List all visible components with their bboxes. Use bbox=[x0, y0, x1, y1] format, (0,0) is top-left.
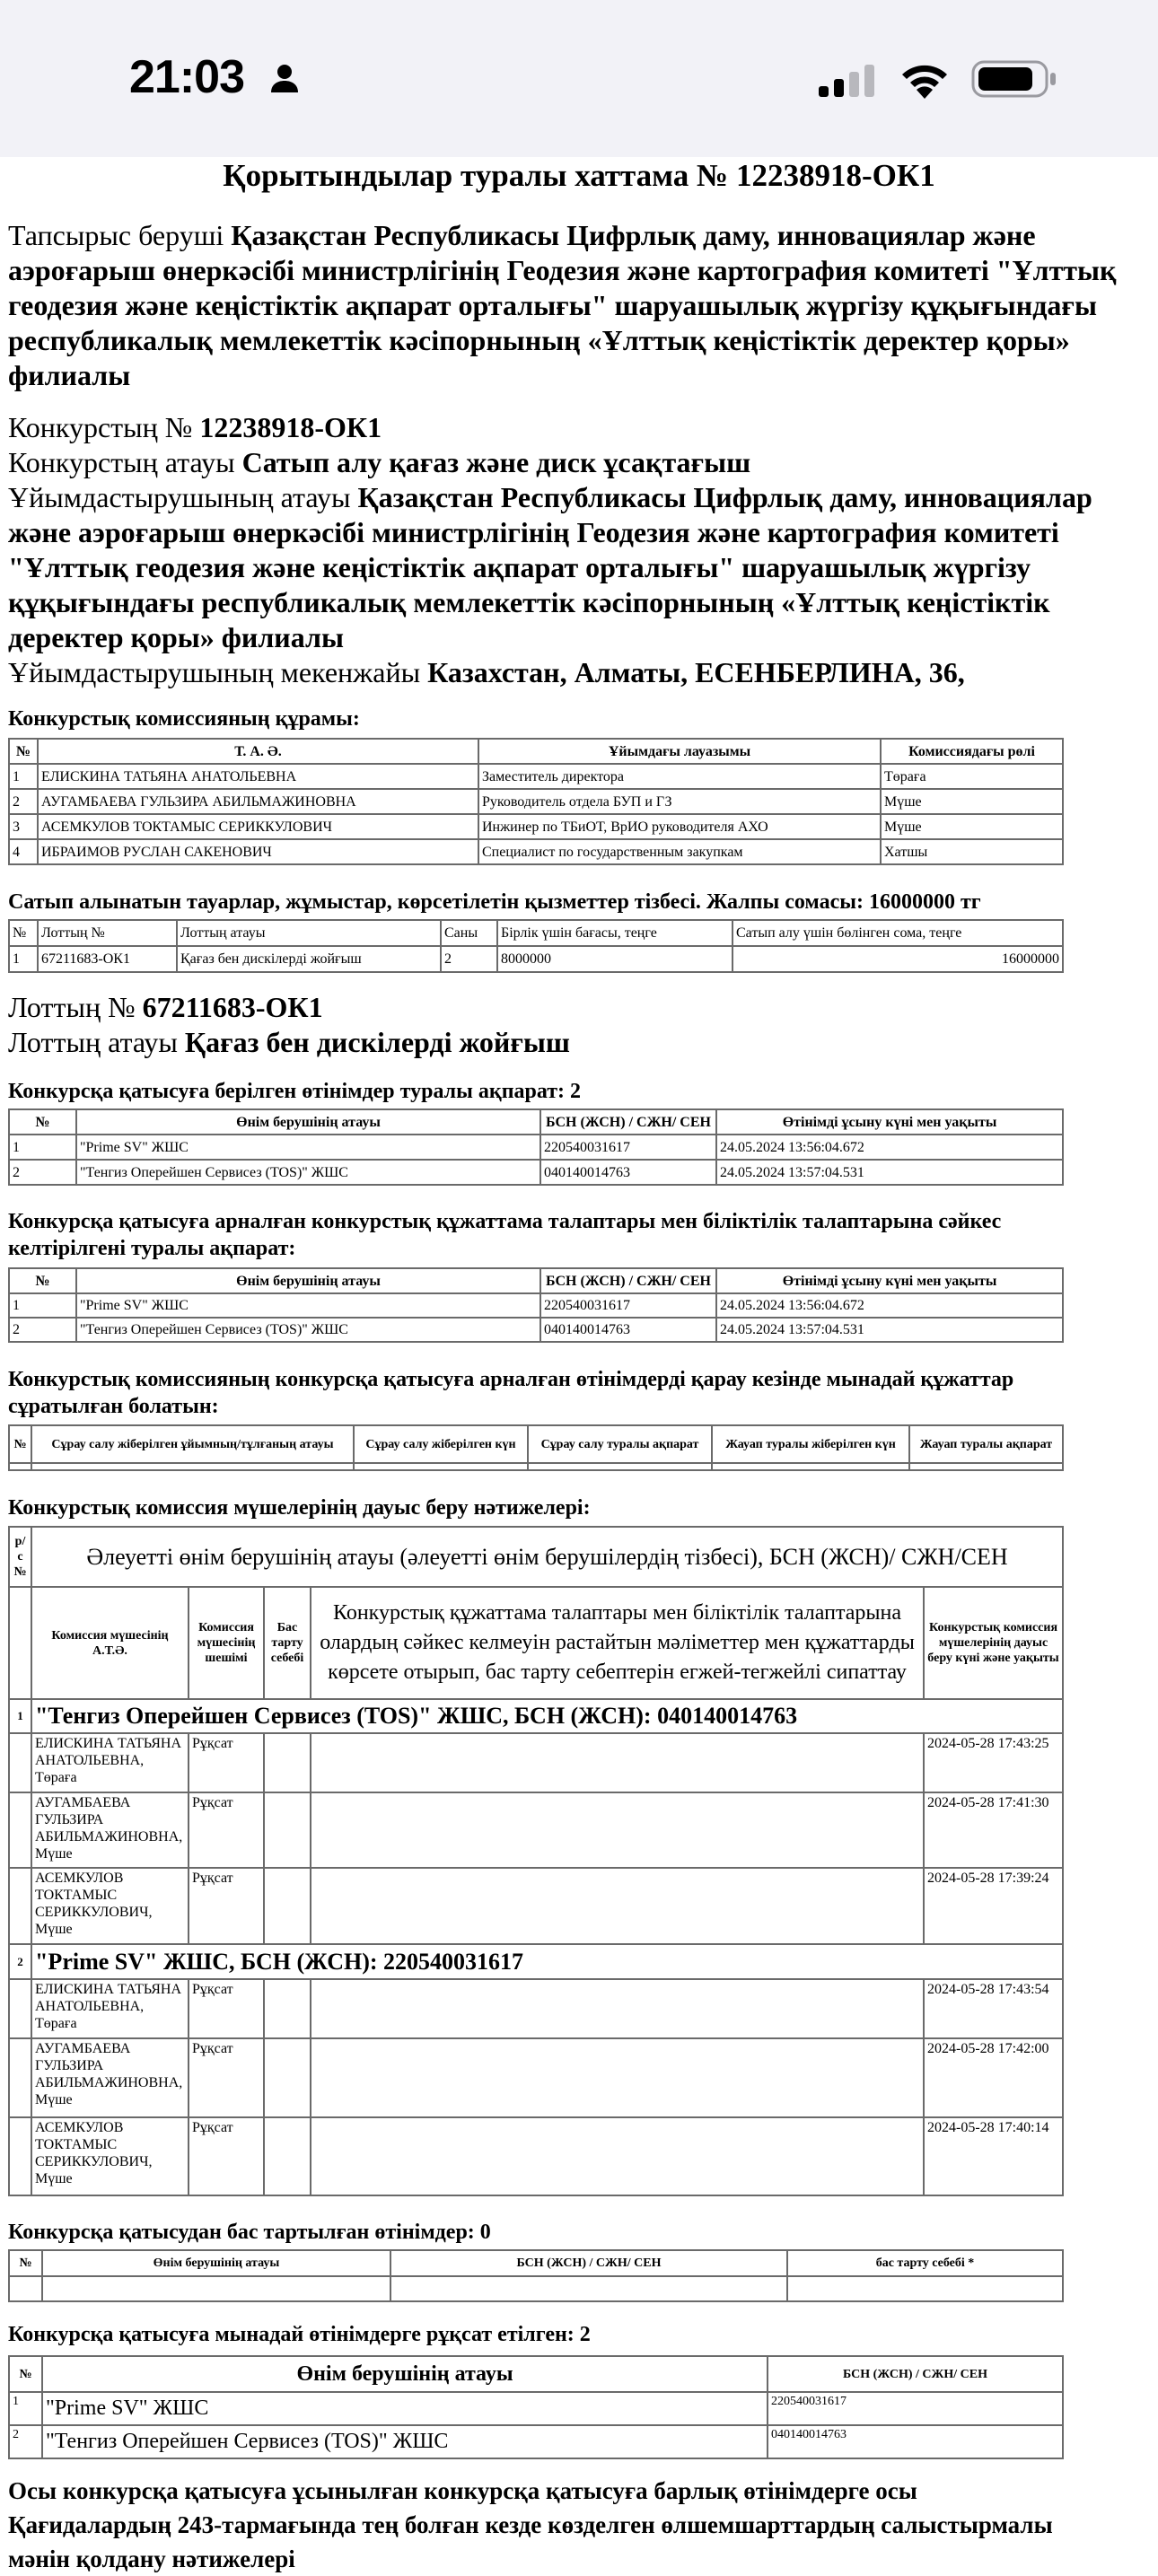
column-header-description: Конкурстық құжаттама талаптары мен біліктілік талаптарына олардың сәйкес келмеуін растайтын мәліметтер мен құжаттарды көрсете отырып, бас тарту себептерін егжей-тегжейлі сипаттау bbox=[311, 1587, 924, 1699]
column-header: Ұйымдағы лауазымы bbox=[478, 739, 881, 764]
rejected-heading: Конкурсқа қатысудан бас тартылған өтінімдер: 0 bbox=[8, 2221, 491, 2244]
cell: 4 bbox=[9, 839, 38, 864]
cell: Специалист по государственным закупкам bbox=[478, 839, 881, 864]
rejected-table bbox=[8, 2249, 1064, 2302]
column-header: Өнім берушінің атауы bbox=[42, 2356, 768, 2392]
group-number: 1 bbox=[9, 1699, 31, 1733]
cell: 220540031617 bbox=[540, 1293, 716, 1318]
table-row bbox=[9, 764, 1063, 789]
column-header: БСН (ЖСН) / СЖН/ СЕН bbox=[540, 1109, 716, 1135]
column-header: Лоттың атауы bbox=[177, 920, 441, 946]
lot-info bbox=[8, 990, 1150, 1060]
cell: 2 bbox=[9, 1160, 76, 1185]
table-header-row bbox=[9, 1587, 1063, 1699]
supplier-group-row bbox=[9, 1944, 1063, 1979]
column-header-supplier: Әлеуетті өнім берушінің атауы (әлеуетті өнім берушілердің тізбесі), БСН (ЖСН)/ СЖН/СЕН bbox=[31, 1527, 1063, 1587]
allowed-table bbox=[8, 2355, 1064, 2459]
column-header: Бірлік үшін бағасы, теңге bbox=[497, 920, 733, 946]
battery-icon bbox=[971, 59, 1057, 99]
goods-heading: Сатып алынатын тауарлар, жұмыстар, көрсетілетін қызметтер тізбесі. Жалпы сомасы: 16000000 тг bbox=[8, 890, 981, 914]
cell: Заместитель директора bbox=[478, 764, 881, 789]
lot-name: Қағаз бен дискілерді жойғыш bbox=[184, 1026, 570, 1058]
cell: 16000000 bbox=[733, 946, 1063, 972]
vote-decision: Рұқсат bbox=[189, 2117, 264, 2195]
cell: 3 bbox=[9, 814, 38, 839]
page-title: Қорытындылар туралы хаттама № 12238918-ОК1 bbox=[223, 158, 935, 193]
organizer-address: Казахстан, Алматы, ЕСЕНБЕРЛИНА, 36, bbox=[427, 656, 965, 688]
cell: 1 bbox=[9, 1293, 76, 1318]
column-header-member: Комиссия мүшесінің А.Т.Ә. bbox=[31, 1587, 189, 1699]
commission-heading: Конкурстық комиссияның құрамы: bbox=[8, 707, 360, 731]
group-supplier: "Prime SV" ЖШС, БСН (ЖСН): 220540031617 bbox=[31, 1944, 1063, 1979]
vote-date: 2024-05-28 17:39:24 bbox=[924, 1868, 1063, 1944]
column-header: № bbox=[9, 1268, 76, 1293]
table-header-row bbox=[9, 2356, 1063, 2392]
vote-row bbox=[9, 1979, 1063, 2038]
vote-date: 2024-05-28 17:43:54 bbox=[924, 1979, 1063, 2038]
cell: 220540031617 bbox=[768, 2392, 1063, 2425]
vote-member: ЕЛИСКИНА ТАТЬЯНА АНАТОЛЬЕВНА, Төраға bbox=[31, 1979, 189, 2038]
vote-member: ЕЛИСКИНА ТАТЬЯНА АНАТОЛЬЕВНА, Төраға bbox=[31, 1733, 189, 1792]
cell: "Тенгиз Оперейшен Сервисез (TOS)" ЖШС bbox=[42, 2425, 768, 2458]
column-header: Т. А. Ә. bbox=[38, 739, 478, 764]
wifi-icon bbox=[898, 59, 952, 99]
person-icon bbox=[269, 63, 300, 93]
column-header: БСН (ЖСН) / СЖН/ СЕН bbox=[768, 2356, 1063, 2392]
table-row-empty bbox=[9, 1463, 1063, 1470]
cell: 1 bbox=[9, 764, 38, 789]
final-paragraph: Осы конкурсқа қатысуға ұсынылған конкурсқа қатысуға барлық өтінімдерге осы Қағидалардың 243-тармағында тең болған кезде көзделген өлшемшарттардың салыстырмалы мәнін қолдану нәтижелері bbox=[8, 2477, 1053, 2572]
customer-label: Тапсырыс беруші bbox=[8, 219, 224, 251]
column-header: Сұрау салу туралы ақпарат bbox=[528, 1425, 712, 1463]
column-header: № bbox=[9, 739, 38, 764]
column-header: Өнім берушінің атауы bbox=[76, 1109, 540, 1135]
vote-member: АСЕМКУЛОВ ТОКТАМЫС СЕРИККУЛОВИЧ, Мүше bbox=[31, 1868, 189, 1944]
vote-member: АУГАМБАЕВА ГУЛЬЗИРА АБИЛЬМАЖИНОВНА, Мүше bbox=[31, 2038, 189, 2117]
column-header: Сұрау салу жіберілген күн bbox=[354, 1425, 528, 1463]
applications-table bbox=[8, 1108, 1064, 1186]
table-header-row bbox=[9, 1268, 1063, 1293]
column-header: БСН (ЖСН) / СЖН/ СЕН bbox=[390, 2250, 787, 2276]
vote-member: АСЕМКУЛОВ ТОКТАМЫС СЕРИККУЛОВИЧ, Мүше bbox=[31, 2117, 189, 2195]
cell: 040140014763 bbox=[540, 1160, 716, 1185]
cell: 2 bbox=[9, 789, 38, 814]
cell: Руководитель отдела БУП и ГЗ bbox=[478, 789, 881, 814]
cell: "Prime SV" ЖШС bbox=[76, 1293, 540, 1318]
lot-number-label: Лоттың № bbox=[8, 991, 136, 1023]
column-header: Жауап туралы ақпарат bbox=[909, 1425, 1063, 1463]
lot-number: 67211683-ОК1 bbox=[142, 991, 323, 1023]
cell: ИБРАИМОВ РУСЛАН САКЕНОВИЧ bbox=[38, 839, 478, 864]
cell: 8000000 bbox=[497, 946, 733, 972]
voting-heading: Конкурстық комиссия мүшелерінің дауыс беру нәтижелері: bbox=[8, 1496, 591, 1520]
organizer-label: Ұйымдастырушының атауы bbox=[8, 481, 351, 513]
table-row bbox=[9, 2392, 1063, 2425]
cell: Төраға bbox=[881, 764, 1063, 789]
group-number: 2 bbox=[9, 1944, 31, 1979]
vote-date: 2024-05-28 17:41:30 bbox=[924, 1792, 1063, 1868]
column-header: БСН (ЖСН) / СЖН/ СЕН bbox=[540, 1268, 716, 1293]
table-row bbox=[9, 839, 1063, 864]
cell: 220540031617 bbox=[540, 1135, 716, 1160]
allowed-heading: Конкурсқа қатысуға мынадай өтінімдерге рұқсат етілген: 2 bbox=[8, 2323, 591, 2346]
vote-date: 2024-05-28 17:42:00 bbox=[924, 2038, 1063, 2117]
cell: "Тенгиз Оперейшен Сервисез (TOS)" ЖШС bbox=[76, 1160, 540, 1185]
cell: 24.05.2024 13:57:04.531 bbox=[716, 1160, 1063, 1185]
cell: Инжинер по ТБиОТ, ВрИО руководителя АХО bbox=[478, 814, 881, 839]
compliance-table bbox=[8, 1267, 1064, 1343]
cell: 040140014763 bbox=[540, 1318, 716, 1342]
voting-table bbox=[8, 1526, 1064, 2196]
vote-decision: Рұқсат bbox=[189, 1733, 264, 1792]
cell: "Тенгиз Оперейшен Сервисез (TOS)" ЖШС bbox=[76, 1318, 540, 1342]
column-header: № bbox=[9, 2356, 42, 2392]
contest-number-label: Конкурстың № bbox=[8, 411, 193, 443]
column-header: Комиссиядағы рөлі bbox=[881, 739, 1063, 764]
vote-date: 2024-05-28 17:40:14 bbox=[924, 2117, 1063, 2195]
vote-decision: Рұқсат bbox=[189, 2038, 264, 2117]
table-header-row bbox=[9, 739, 1063, 764]
cell: 67211683-ОК1 bbox=[38, 946, 177, 972]
vote-date: 2024-05-28 17:43:25 bbox=[924, 1733, 1063, 1792]
cell: 2 bbox=[441, 946, 497, 972]
goods-table bbox=[8, 919, 1064, 973]
vote-row bbox=[9, 1868, 1063, 1944]
document bbox=[0, 157, 1158, 2576]
contest-name: Сатып алу қағаз және диск ұсақтағыш bbox=[241, 446, 751, 478]
status-time: 21:03 bbox=[129, 51, 244, 103]
requests-table bbox=[8, 1424, 1064, 1471]
vote-decision: Рұқсат bbox=[189, 1792, 264, 1868]
column-header-number: р/с № bbox=[9, 1527, 31, 1587]
table-header-row bbox=[9, 1527, 1063, 1587]
column-header: № bbox=[9, 920, 38, 946]
cell: 1 bbox=[9, 946, 38, 972]
cell: АУГАМБАЕВА ГУЛЬЗИРА АБИЛЬМАЖИНОВНА bbox=[38, 789, 478, 814]
table-header-row bbox=[9, 920, 1063, 946]
requests-heading: Конкурстық комиссияның конкурсқа қатысуға арналған өтінімдерді қарау кезінде мынадай құжаттар сұратылған болатын: bbox=[8, 1368, 1014, 1418]
column-header: Сұрау салу жіберілген ұйымның/тұлғаның атауы bbox=[31, 1425, 354, 1463]
contest-name-label: Конкурстың атауы bbox=[8, 446, 235, 478]
cell: "Prime SV" ЖШС bbox=[76, 1135, 540, 1160]
column-header: Өтінімді ұсыну күні мен уақыты bbox=[716, 1109, 1063, 1135]
column-header: Өнім берушінің атауы bbox=[42, 2250, 390, 2276]
table-row bbox=[9, 789, 1063, 814]
compliance-heading: Конкурсқа қатысуға арналған конкурстық құжаттама талаптары мен біліктілік талаптарына сәйкес келтірілгені туралы ақпарат: bbox=[8, 1210, 1002, 1260]
cell: 040140014763 bbox=[768, 2425, 1063, 2458]
table-row bbox=[9, 1293, 1063, 1318]
customer-info bbox=[8, 218, 1148, 393]
applications-heading: Конкурсқа қатысуға берілген өтінімдер туралы ақпарат: 2 bbox=[8, 1080, 582, 1103]
customer-value: Қазақстан Республикасы Цифрлық даму, инновациялар және аэроғарыш өнеркәсібі министрлігінің Геодезия және картография комитеті "Ұлттық геодезия және кеңістіктік ақпарат орталығы" шаруашылық жүргізу құқығындағы республикалық мемлекеттік кәсіпорнының «Ұлттық кеңістіктік деректер қоры» филиалы bbox=[8, 219, 1117, 391]
column-header-date: Конкурстық комиссия мүшелерінің дауыс беру күні және уақыты bbox=[924, 1587, 1063, 1699]
table-row bbox=[9, 814, 1063, 839]
commission-table bbox=[8, 738, 1064, 865]
column-header-reason: Бас тарту себебі bbox=[264, 1587, 311, 1699]
cell: Хатшы bbox=[881, 839, 1063, 864]
column-header: № bbox=[9, 2250, 42, 2276]
vote-row bbox=[9, 1733, 1063, 1792]
table-header-row bbox=[9, 1425, 1063, 1463]
table-header-row bbox=[9, 1109, 1063, 1135]
table-row-empty bbox=[9, 2276, 1063, 2301]
contest-info bbox=[8, 410, 1150, 690]
vote-row bbox=[9, 1792, 1063, 1868]
table-row bbox=[9, 946, 1063, 972]
column-header: № bbox=[9, 1109, 76, 1135]
table-row bbox=[9, 1160, 1063, 1185]
cell: 24.05.2024 13:56:04.672 bbox=[716, 1293, 1063, 1318]
table-row bbox=[9, 1135, 1063, 1160]
vote-decision: Рұқсат bbox=[189, 1868, 264, 1944]
column-header: Сатып алу үшін бөлінген сома, теңге bbox=[733, 920, 1063, 946]
vote-decision: Рұқсат bbox=[189, 1979, 264, 2038]
ios-status-bar bbox=[0, 0, 1158, 157]
cell: АСЕМКУЛОВ ТОКТАМЫС СЕРИККУЛОВИЧ bbox=[38, 814, 478, 839]
column-header: бас тарту себебі * bbox=[787, 2250, 1063, 2276]
cell: 2 bbox=[9, 1318, 76, 1342]
address-label: Ұйымдастырушының мекенжайы bbox=[8, 656, 421, 688]
column-header-decision: Комиссия мүшесінің шешімі bbox=[189, 1587, 264, 1699]
column-header: Лоттың № bbox=[38, 920, 177, 946]
cell: ЕЛИСКИНА ТАТЬЯНА АНАТОЛЬЕВНА bbox=[38, 764, 478, 789]
vote-row bbox=[9, 2117, 1063, 2195]
supplier-group-row bbox=[9, 1699, 1063, 1733]
cell: Мүше bbox=[881, 789, 1063, 814]
cell: "Prime SV" ЖШС bbox=[42, 2392, 768, 2425]
contest-number: 12238918-ОК1 bbox=[199, 411, 382, 443]
cell: 24.05.2024 13:56:04.672 bbox=[716, 1135, 1063, 1160]
cell: 24.05.2024 13:57:04.531 bbox=[716, 1318, 1063, 1342]
column-header: Өтінімді ұсыну күні мен уақыты bbox=[716, 1268, 1063, 1293]
column-header: Өнім берушінің атауы bbox=[76, 1268, 540, 1293]
vote-member: АУГАМБАЕВА ГУЛЬЗИРА АБИЛЬМАЖИНОВНА, Мүше bbox=[31, 1792, 189, 1868]
cell: 2 bbox=[9, 2425, 42, 2458]
cell: Қағаз бен дискілерді жойғыш bbox=[177, 946, 441, 972]
lot-name-label: Лоттың атауы bbox=[8, 1026, 178, 1058]
cell: Мүше bbox=[881, 814, 1063, 839]
vote-row bbox=[9, 2038, 1063, 2117]
cell: 1 bbox=[9, 1135, 76, 1160]
table-row bbox=[9, 1318, 1063, 1342]
table-header-row bbox=[9, 2250, 1063, 2276]
column-header: Жауап туралы жіберілген күн bbox=[712, 1425, 909, 1463]
column-header: Саны bbox=[441, 920, 497, 946]
cellular-signal-icon bbox=[819, 65, 876, 97]
column-header: № bbox=[9, 1425, 31, 1463]
group-supplier: "Тенгиз Оперейшен Сервисез (TOS)" ЖШС, БСН (ЖСН): 040140014763 bbox=[31, 1699, 1063, 1733]
table-row bbox=[9, 2425, 1063, 2458]
cell: 1 bbox=[9, 2392, 42, 2425]
organizer-name: Қазақстан Республикасы Цифрлық даму, инновациялар және аэроғарыш өнеркәсібі министрлігінің Геодезия және картография комитеті "Ұлттық геодезия және кеңістіктік ақпарат орталығы" шаруашылық жүргізу құқығындағы республикалық мемлекеттік кәсіпорнының «Ұлттық кеңістіктік деректер қоры» филиалы bbox=[8, 481, 1092, 653]
